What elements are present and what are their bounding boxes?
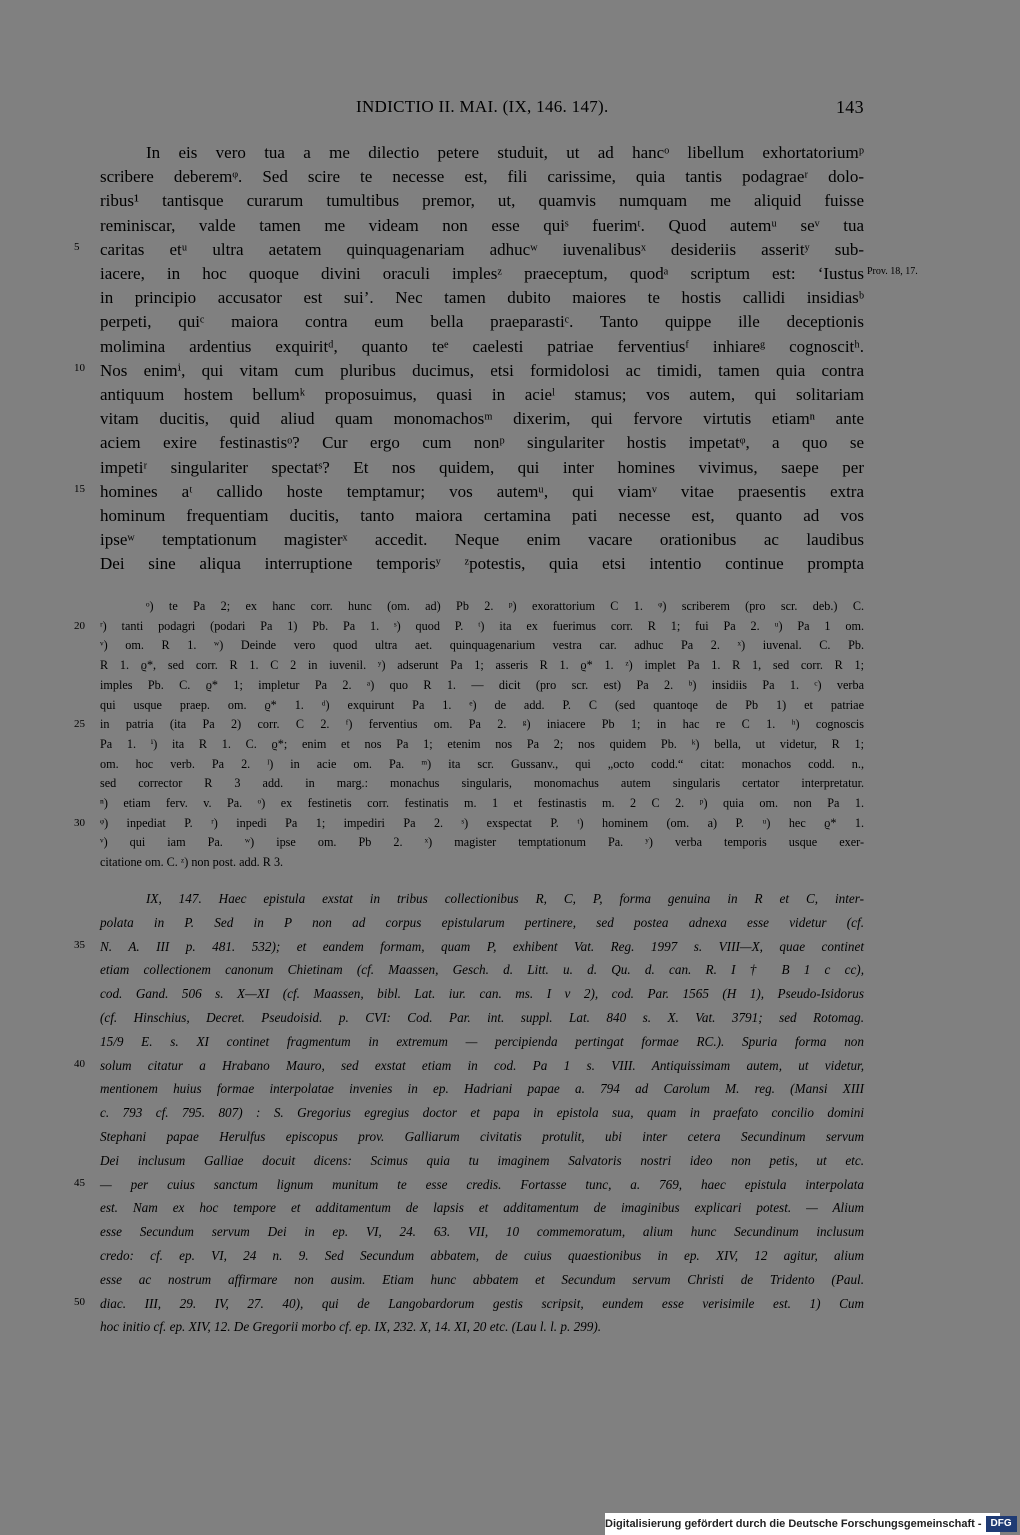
- main-text-line: impetiʳ singulariter spectatˢ? Et nos quidem, qui inter homines vivimus, saepe per: [100, 457, 864, 477]
- commentary-line: cod. Gand. 506 s. X—XI (cf. Maassen, bibl. Lat. iur. can. ms. I v 2), cod. Par. 1565 (H 1), Pseudo-Isidorus: [100, 986, 864, 1002]
- running-title: INDICTIO II. MAI. (IX, 146. 147).: [356, 97, 609, 116]
- main-text-line: caritas etᵘ ultra aetatem quinquagenariam adhucʷ iuvenalibusˣ desideriis asseritʸ sub-: [100, 239, 864, 259]
- footnotes-line: R 1. ϱ*, sed corr. R 1. C 2 in iuvenil. ʸ) adserunt Pa 1; asseris R 1. ϱ* 1. ᶻ) implet Pa 1. R 1, sed corr. R 1;: [100, 658, 864, 673]
- commentary-line: — per cuius sanctum lignum munitum te esse credis. Fortasse tunc, a. 769, haec epistula interpolata: [100, 1176, 864, 1192]
- margin-reference: Prov. 18, 17.: [867, 266, 918, 277]
- footnotes-line: ᵠ) inpediat P. ʳ) inpedi Pa 1; impediri Pa 2. ˢ) exspectat P. ᵗ) hominem (om. a) P. ᵘ) hec ϱ* 1.: [100, 815, 864, 830]
- commentary-line: credo: cf. ep. VI, 24 n. 9. Sed Secundum abbatem, de cuius quaestionibus in ep. XIV, 12 agitur, alium: [100, 1248, 864, 1263]
- commentary-line: esse Secundum servum Dei in ep. VI, 24. 63. VII, 10 commemoratum, alium hunc Secundinum inclusum: [100, 1224, 864, 1240]
- dfg-logo: DFG: [986, 1516, 1017, 1532]
- footnotes-line: imples Pb. C. ϱ* 1; impletur Pa 2. ᵃ) quo R 1. — dicit (pro scr. est) Pa 2. ᵇ) insidiis Pa 1. ᶜ) verba: [100, 677, 864, 692]
- footer-credit: Digitalisierung gefördert durch die Deutsche Forschungsgemeinschaft -: [605, 1518, 982, 1530]
- main-text-line: vitam ducitis, quid aliud quam monomachosᵐ dixerim, qui fervore virtutis etiamⁿ ante: [100, 409, 864, 429]
- line-number: 25: [74, 718, 85, 731]
- commentary-line: IX, 147. Haec epistula exstat in tribus collectionibus R, C, P, forma genuina in R et C, inter-: [146, 891, 864, 906]
- main-text-line: perpeti, quiᶜ maiora contra eum bella praeparastiᶜ. Tanto quippe ille deceptionis: [100, 312, 864, 332]
- main-text-line: ribus¹ tantisque curarum tumultibus premor, ut, quamvis numquam me aliquid fuisse: [100, 191, 864, 211]
- commentary-line: N. A. III p. 481. 532); et eandem formam, quam P, exhibent Vat. Reg. 1997 s. VIII—X, quae continet: [100, 938, 864, 954]
- commentary-line: mentionem huius formae interpolatae invenies in ep. Hadriani papae a. 794 ad Carolum M. reg. (Mansi XIII: [100, 1081, 864, 1097]
- line-number: 45: [74, 1176, 85, 1189]
- main-text-line: in principio accusator est sui’. Nec tamen dubito maiores te hostis callidi insidiasᵇ: [100, 288, 864, 308]
- commentary-line: polata in P. Sed in P non ad corpus epistularum pertinere, sed postea adnexa esse videtur (cf.: [100, 914, 864, 930]
- main-text-line: antiquum hostem bellumᵏ proposuimus, quasi in acieˡ stamus; vos autem, qui solitariam: [100, 385, 864, 404]
- line-number: 30: [74, 816, 85, 829]
- footnotes-line: Pa 1. ⁱ) ita R 1. C. ϱ*; enim et nos Pa 1; etenim nos Pa 2; nos quidem Pb. ᵏ) bella, ut videtur, R 1;: [100, 736, 864, 751]
- footnotes-line: om. hoc verb. Pa 2. ˡ) in acie om. Pa. ᵐ) ita scr. Gussanv., qui „octo codd.“ citat: monachos codd. n.,: [100, 756, 864, 771]
- footnotes-line: qui usque praep. om. ϱ* 1. ᵈ) exquirunt Pa 1. ᵉ) de add. P. C (sed quantoqe de Pb 1) et patriae: [100, 697, 864, 712]
- footnotes-line: ⁿ) etiam ferv. v. Pa. ᵒ) ex festinetis corr. festinatis m. 1 et festinastis m. 2 C 2. ᵖ) quia om. non Pa 1.: [100, 796, 864, 810]
- main-text-line: homines aᵗ callido hoste temptamur; vos autemᵘ, qui viamᵛ vitae praesentis extra: [100, 481, 864, 501]
- footnotes-line: ᵒ) te Pa 2; ex hanc corr. hunc (om. ad) Pb 2. ᵖ) exorattorium C 1. ᵠ) scriberem (pro scr. deb.) C.: [146, 599, 864, 613]
- digitization-footer: [605, 1513, 1012, 1535]
- commentary-line: 15/9 E. s. XI continet fragmentum in extremum — percipienda pertingat formae RC.). Spuria forma non: [100, 1033, 864, 1049]
- footnotes-line: citatione om. C. ᶻ) non post. add. R 3.: [100, 855, 284, 870]
- main-text-line: hominum frequentiam ducitis, tanto maiora certamina pati necesse est, quanto ad vos: [100, 506, 864, 525]
- footnotes-line: ᵛ) om. R 1. ʷ) Deinde vero quod ultra aet. quinquagenarium vestra car. adhuc Pa 2. ˣ) iuvenal. C. Pb.: [100, 638, 864, 653]
- commentary-line: Stephani papae Herulfus episcopus prov. Galliarum civitatis protulit, ubi inter cetera Secundinum servum: [100, 1129, 864, 1144]
- commentary-line: etiam collectionem canonum Chietinam (cf. Maassen, Gesch. d. Litt. u. d. Qu. d. can. R. I † B 1 c cc),: [100, 962, 864, 978]
- page-number: 143: [836, 97, 864, 117]
- line-number: 15: [74, 482, 85, 495]
- line-number: 40: [74, 1057, 85, 1070]
- commentary-line: esse ac nostrum affirmare non ausim. Etiam hunc abbatem et Secundum servum Christi de Tridento (Paul.: [100, 1271, 864, 1287]
- main-text-line: scribere deberemᵠ. Sed scire te necesse est, fili carissime, quia tantis podagraeʳ dolo-: [100, 167, 864, 187]
- running-header: [0, 97, 1000, 121]
- main-text-line: iacere, in hoc quoque divini oraculi implesᶻ praeceptum, quodᵃ scriptum est: ‘Iustus: [100, 264, 864, 283]
- footnotes-line: ʳ) tanti podagri (podari Pa 1) Pb. Pa 1. ˢ) quod P. ᵗ) ita ex fuerimus corr. R 1; fui Pa 2. ᵘ) Pa 1 om.: [100, 618, 864, 633]
- main-text-line: reminiscar, valde tamen me videam non esse quiˢ fuerimᵗ. Quod autemᵘ seᵛ tua: [100, 215, 864, 235]
- line-number: 5: [74, 240, 80, 253]
- main-text-line: Dei sine aliqua interruptione temporisʸ ᶻpotestis, quia etsi intentio continue prompta: [100, 554, 864, 574]
- commentary-line: (cf. Hinschius, Decret. Pseudoisid. p. CVI: Cod. Par. int. suppl. Lat. 840 s. X. Vat. 3791; sed Rotomag.: [100, 1010, 864, 1025]
- commentary-line: Dei inclusum Galliae docuit dicens: Scimus quia tu imaginem Salvatoris nostri ideo non petis, ut etc.: [100, 1152, 864, 1168]
- commentary-line: solum citatur a Hrabano Mauro, sed exstat etiam in cod. Pa 1 s. VIII. Antiquissimam autem, ut videtur,: [100, 1057, 864, 1073]
- commentary-line: est. Nam ex hoc tempore et additamentum de lapsis et additamentum de imaginibus explicari potest. — Alium: [100, 1200, 864, 1216]
- main-text-line: ipseʷ temptationum magisterˣ accedit. Neque enim vacare orationibus ac laudibus: [100, 530, 864, 550]
- main-text-line: Nos enimⁱ, qui vitam cum pluribus ducimus, etsi formidolosi ac timidi, tamen quia contra: [100, 360, 864, 380]
- main-text-line: aciem exire festinastisᵒ? Cur ergo cum nonᵖ singulariter hostis impetatᵠ, a quo se: [100, 433, 864, 453]
- line-number: 10: [74, 361, 85, 374]
- commentary-line: hoc initio cf. ep. XIV, 12. De Gregorii morbo cf. ep. IX, 232. X, 14. XI, 20 etc. (Lau l. l. p. 299).: [100, 1319, 602, 1335]
- line-number: 50: [74, 1295, 85, 1308]
- footnotes-line: in patria (ita Pa 2) corr. C 2. ᶠ) ferventius om. Pa 2. ᵍ) iniacere Pb 1; in hac re C 1. ʰ) cognoscis: [100, 717, 864, 732]
- commentary-line: c. 793 cf. 795. 807) : S. Gregorius egregius doctor et papa in epistola sua, quam in praefato concilio domini: [100, 1105, 864, 1121]
- main-text-line: In eis vero tua a me dilectio petere studuit, ut ad hancᵒ libellum exhortatoriumᵖ: [146, 143, 864, 162]
- footnotes-line: ᵛ) qui iam Pa. ʷ) ipse om. Pb 2. ˣ) magister temptationum Pa. ʸ) verba temporis usque exer-: [100, 835, 864, 850]
- main-text-line: molimina ardentius exquiritᵈ, quanto teᵉ caelesti patriae ferventiusᶠ inhiareᵍ cognoscitʰ.: [100, 336, 864, 356]
- footnotes-line: sed corrector R 3 add. in marg.: monachus singularis, monomachus autem singularis certator interpretatur.: [100, 776, 864, 791]
- commentary-line: diac. III, 29. IV, 27. 40), qui de Langobardorum gestis scripsit, eundem esse verisimile est. 1) Cum: [100, 1295, 864, 1311]
- line-number: 35: [74, 938, 85, 951]
- line-number: 20: [74, 619, 85, 632]
